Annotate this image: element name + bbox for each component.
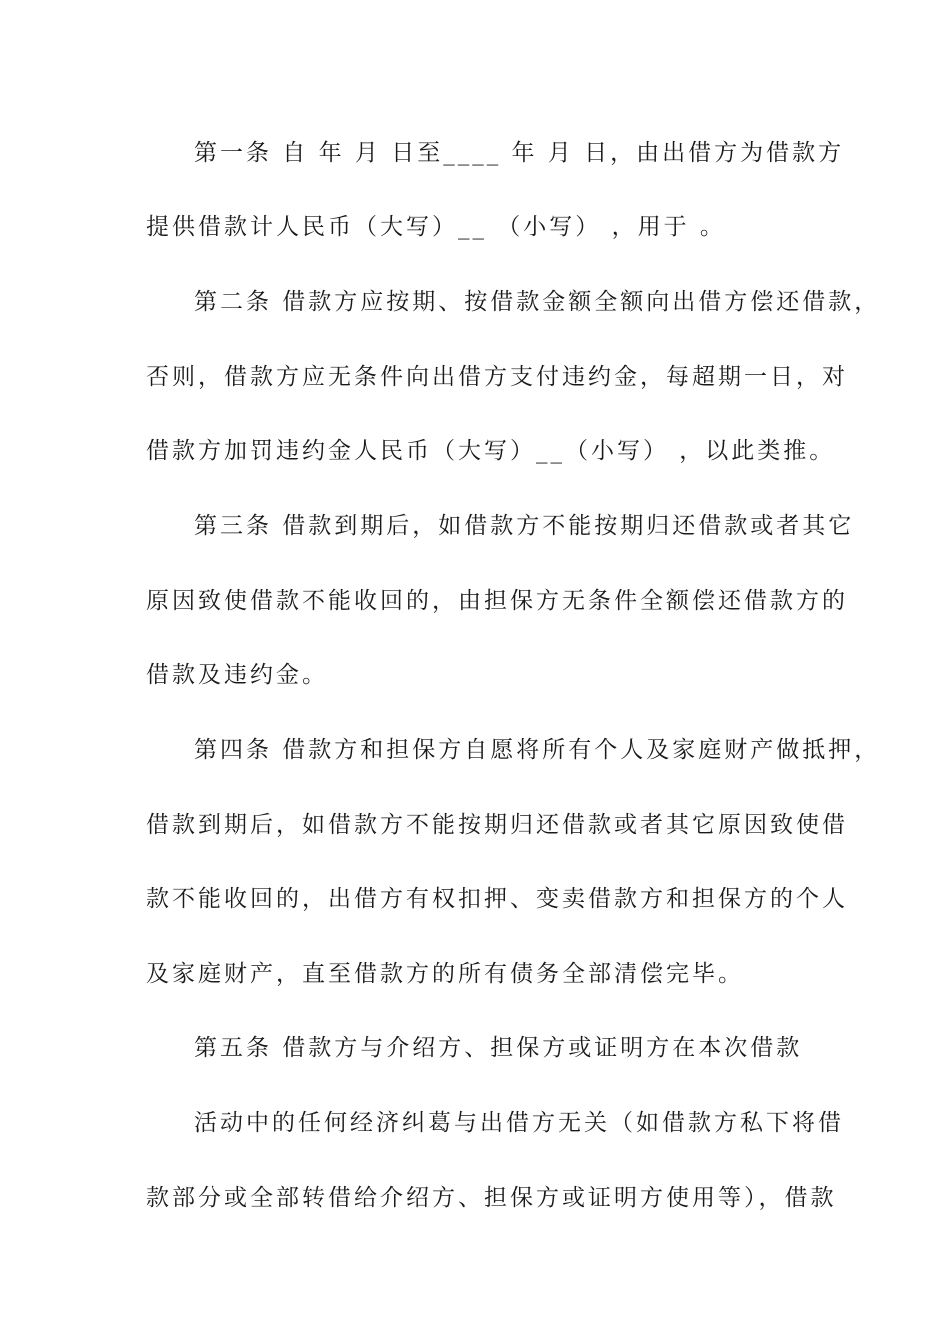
article-5-line-2: 活动中的任何经济纠葛与出借方无关（如借款方私下将借 bbox=[194, 1110, 844, 1136]
article-1-line-2: 提供借款计人民币（大写）__ （小写） ，用于 。 bbox=[146, 214, 726, 240]
article-2-line-3: 借款方加罚违约金人民币（大写）__（小写） ，以此类推。 bbox=[146, 438, 836, 464]
article-3-line-1: 第三条 借款到期后，如借款方不能按期归还借款或者其它 bbox=[194, 513, 855, 539]
article-5-line-3: 款部分或全部转借给介绍方、担保方或证明方使用等），借款 bbox=[146, 1185, 837, 1211]
article-4-line-4: 及家庭财产，直至借款方的所有债务全部清偿完毕。 bbox=[146, 961, 744, 987]
article-2-line-2: 否则，借款方应无条件向出借方支付违约金，每超期一日，对 bbox=[146, 364, 848, 390]
article-2-line-1: 第二条 借款方应按期、按借款金额全额向出借方偿还借款， bbox=[194, 289, 881, 315]
article-1-line-1: 第一条 自 年 月 日至____ 年 月 日，由出借方为借款方 bbox=[194, 140, 845, 166]
article-5-line-1: 第五条 借款方与介绍方、担保方或证明方在本次借款 bbox=[194, 1035, 803, 1061]
article-3-line-3: 借款及违约金。 bbox=[146, 662, 328, 688]
article-3-line-2: 原因致使借款不能收回的，由担保方无条件全额偿还借款方的 bbox=[146, 588, 848, 614]
article-4-line-1: 第四条 借款方和担保方自愿将所有个人及家庭财产做抵押， bbox=[194, 737, 881, 763]
article-4-line-2: 借款到期后，如借款方不能按期归还借款或者其它原因致使借 bbox=[146, 812, 848, 838]
article-4-line-3: 款不能收回的，出借方有权扣押、变卖借款方和担保方的个人 bbox=[146, 886, 848, 912]
